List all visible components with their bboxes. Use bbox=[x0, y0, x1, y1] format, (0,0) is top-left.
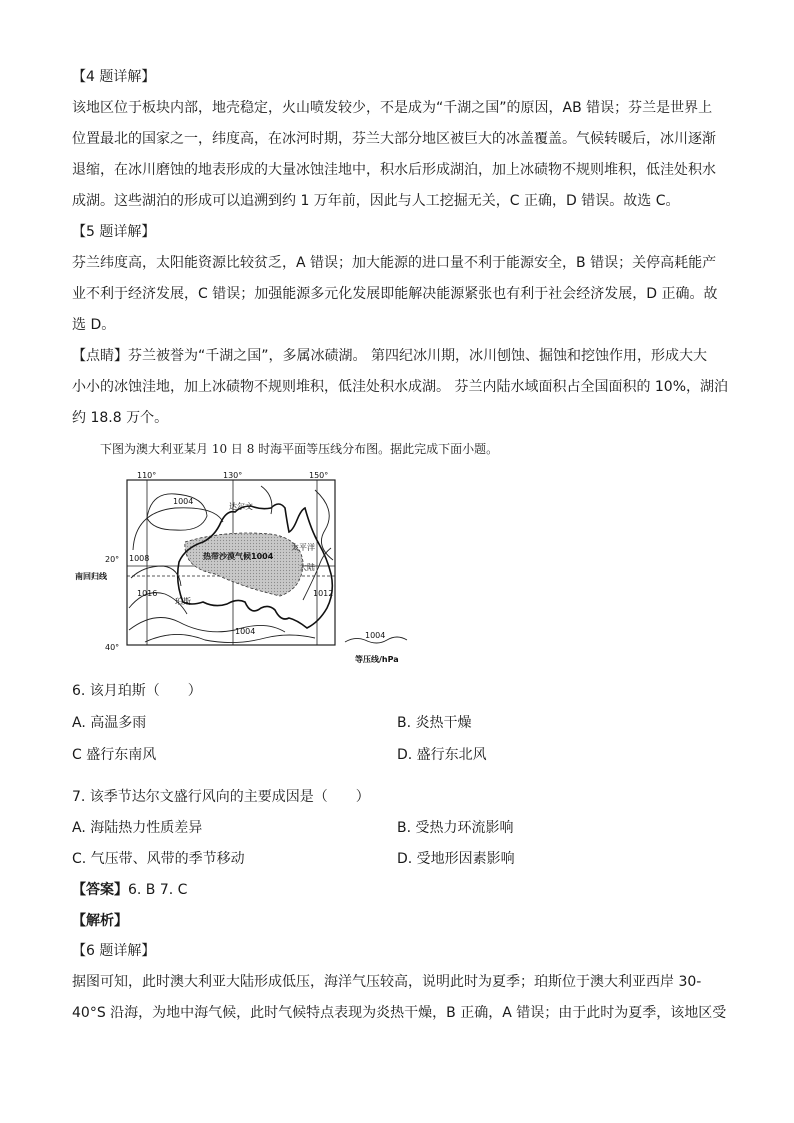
text-line: 【点睛】芬兰被誉为“千湖之国”，多属冰碛湖。 第四纪冰川期，冰川刨蚀、掘蚀和挖蚀作用，形成大大 bbox=[72, 348, 707, 364]
section-5-header: 【5 题详解】 bbox=[72, 224, 156, 240]
isobar-value: 1012 bbox=[313, 589, 334, 598]
section-5 bbox=[72, 217, 722, 341]
q6-option-c: C 盛行东南风 bbox=[72, 747, 157, 763]
isobar-map bbox=[75, 470, 420, 670]
ocean-label: 太平洋 bbox=[291, 543, 315, 552]
section-4 bbox=[72, 62, 722, 217]
lon-label: 130° bbox=[223, 471, 243, 480]
q6-option-d: D. 盛行东北风 bbox=[397, 747, 487, 763]
section-6-header: 【6 题详解】 bbox=[72, 943, 156, 959]
lat-label: 20° bbox=[105, 555, 120, 564]
lon-label: 150° bbox=[309, 471, 329, 480]
q7-option-d: D. 受地形因素影响 bbox=[397, 851, 515, 867]
text-line: 成湖。这些湖泊的形成可以追溯到约 1 万年前，因此与人工挖掘无关，C 正确，D 错误。故选 C。 bbox=[72, 193, 680, 209]
isobar-value: 1016 bbox=[137, 589, 158, 598]
q7-option-c: C. 气压带、风带的季节移动 bbox=[72, 851, 245, 867]
question-7-stem: 7. 该季节达尔文盛行风向的主要成因是（ ） bbox=[72, 789, 370, 805]
section-6 bbox=[72, 936, 727, 1029]
text-line: 选 D。 bbox=[72, 317, 116, 333]
text-line: 据图可知，此时澳大利亚大陆形成低压，海洋气压较高，说明此时为夏季；珀斯位于澳大利亚西岸 30- bbox=[72, 974, 702, 990]
darwin-label: 达尔文 bbox=[229, 502, 253, 511]
q7-option-b: B. 受热力环流影响 bbox=[397, 820, 514, 836]
low-label: 热带沙漠气候1004 bbox=[203, 552, 274, 561]
figure-intro: 下图为澳大利亚某月 10 日 8 时海平面等压线分布图。据此完成下面小题。 bbox=[100, 442, 499, 456]
text-line: 约 18.8 万个。 bbox=[72, 410, 169, 426]
legend-label: 等压线/hPa bbox=[355, 655, 399, 664]
q7-option-a: A. 海陆热力性质差异 bbox=[72, 820, 203, 836]
text-line: 芬兰纬度高，太阳能资源比较贫乏，A 错误；加大能源的进口量不利于能源安全，B 错误；关停高耗能产 bbox=[72, 255, 717, 271]
lon-label: 110° bbox=[137, 471, 157, 480]
text-line: 退缩，在冰川磨蚀的地表形成的大量冰蚀洼地中，积水后形成湖泊，加上冰碛物不规则堆积，低洼处积水 bbox=[72, 162, 716, 178]
q6-option-a: A. 高温多雨 bbox=[72, 715, 147, 731]
point-section bbox=[72, 341, 729, 434]
isobar-value: 1004 bbox=[173, 497, 194, 506]
answer-label: 【答案】 bbox=[72, 882, 128, 898]
text-line: 该地区位于板块内部，地壳稳定，火山喷发较少，不是成为“千湖之国”的原因，AB 错误；芬兰是世界上 bbox=[72, 100, 713, 116]
isobar-value: 1004 bbox=[235, 627, 256, 636]
tropic-label: 南回归线 bbox=[75, 572, 107, 581]
text-line: 小小的冰蚀洼地，加上冰碛物不规则堆积，低洼处积水成湖。 芬兰内陆水域面积占全国面积的 10%，湖泊 bbox=[72, 379, 729, 395]
answer-value: 6. B 7. C bbox=[128, 882, 188, 898]
answer-line bbox=[72, 879, 187, 899]
isobar-value: 1008 bbox=[129, 554, 150, 563]
text-line: 位置最北的国家之一，纬度高，在冰河时期，芬兰大部分地区被巨大的冰盖覆盖。气候转暖后，冰川逐渐 bbox=[72, 131, 716, 147]
q6-option-b: B. 炎热干燥 bbox=[397, 715, 472, 731]
text-line: 40°S 沿海，为地中海气候，此时气候特点表现为炎热干燥，B 正确，A 错误；由于此时为夏季，该地区受 bbox=[72, 1005, 727, 1021]
analysis-label: 【解析】 bbox=[72, 913, 128, 929]
question-6-stem: 6. 该月珀斯（ ） bbox=[72, 683, 202, 699]
lat-label: 40° bbox=[105, 643, 120, 652]
legend-value: 1004 bbox=[365, 631, 386, 640]
water-label: 大陆 bbox=[299, 563, 315, 572]
section-4-header: 【4 题详解】 bbox=[72, 69, 156, 85]
perth-label: 珀斯 bbox=[175, 597, 191, 606]
text-line: 业不利于经济发展，C 错误；加强能源多元化发展即能解决能源紧张也有利于社会经济发展，D 正确。故 bbox=[72, 286, 718, 302]
